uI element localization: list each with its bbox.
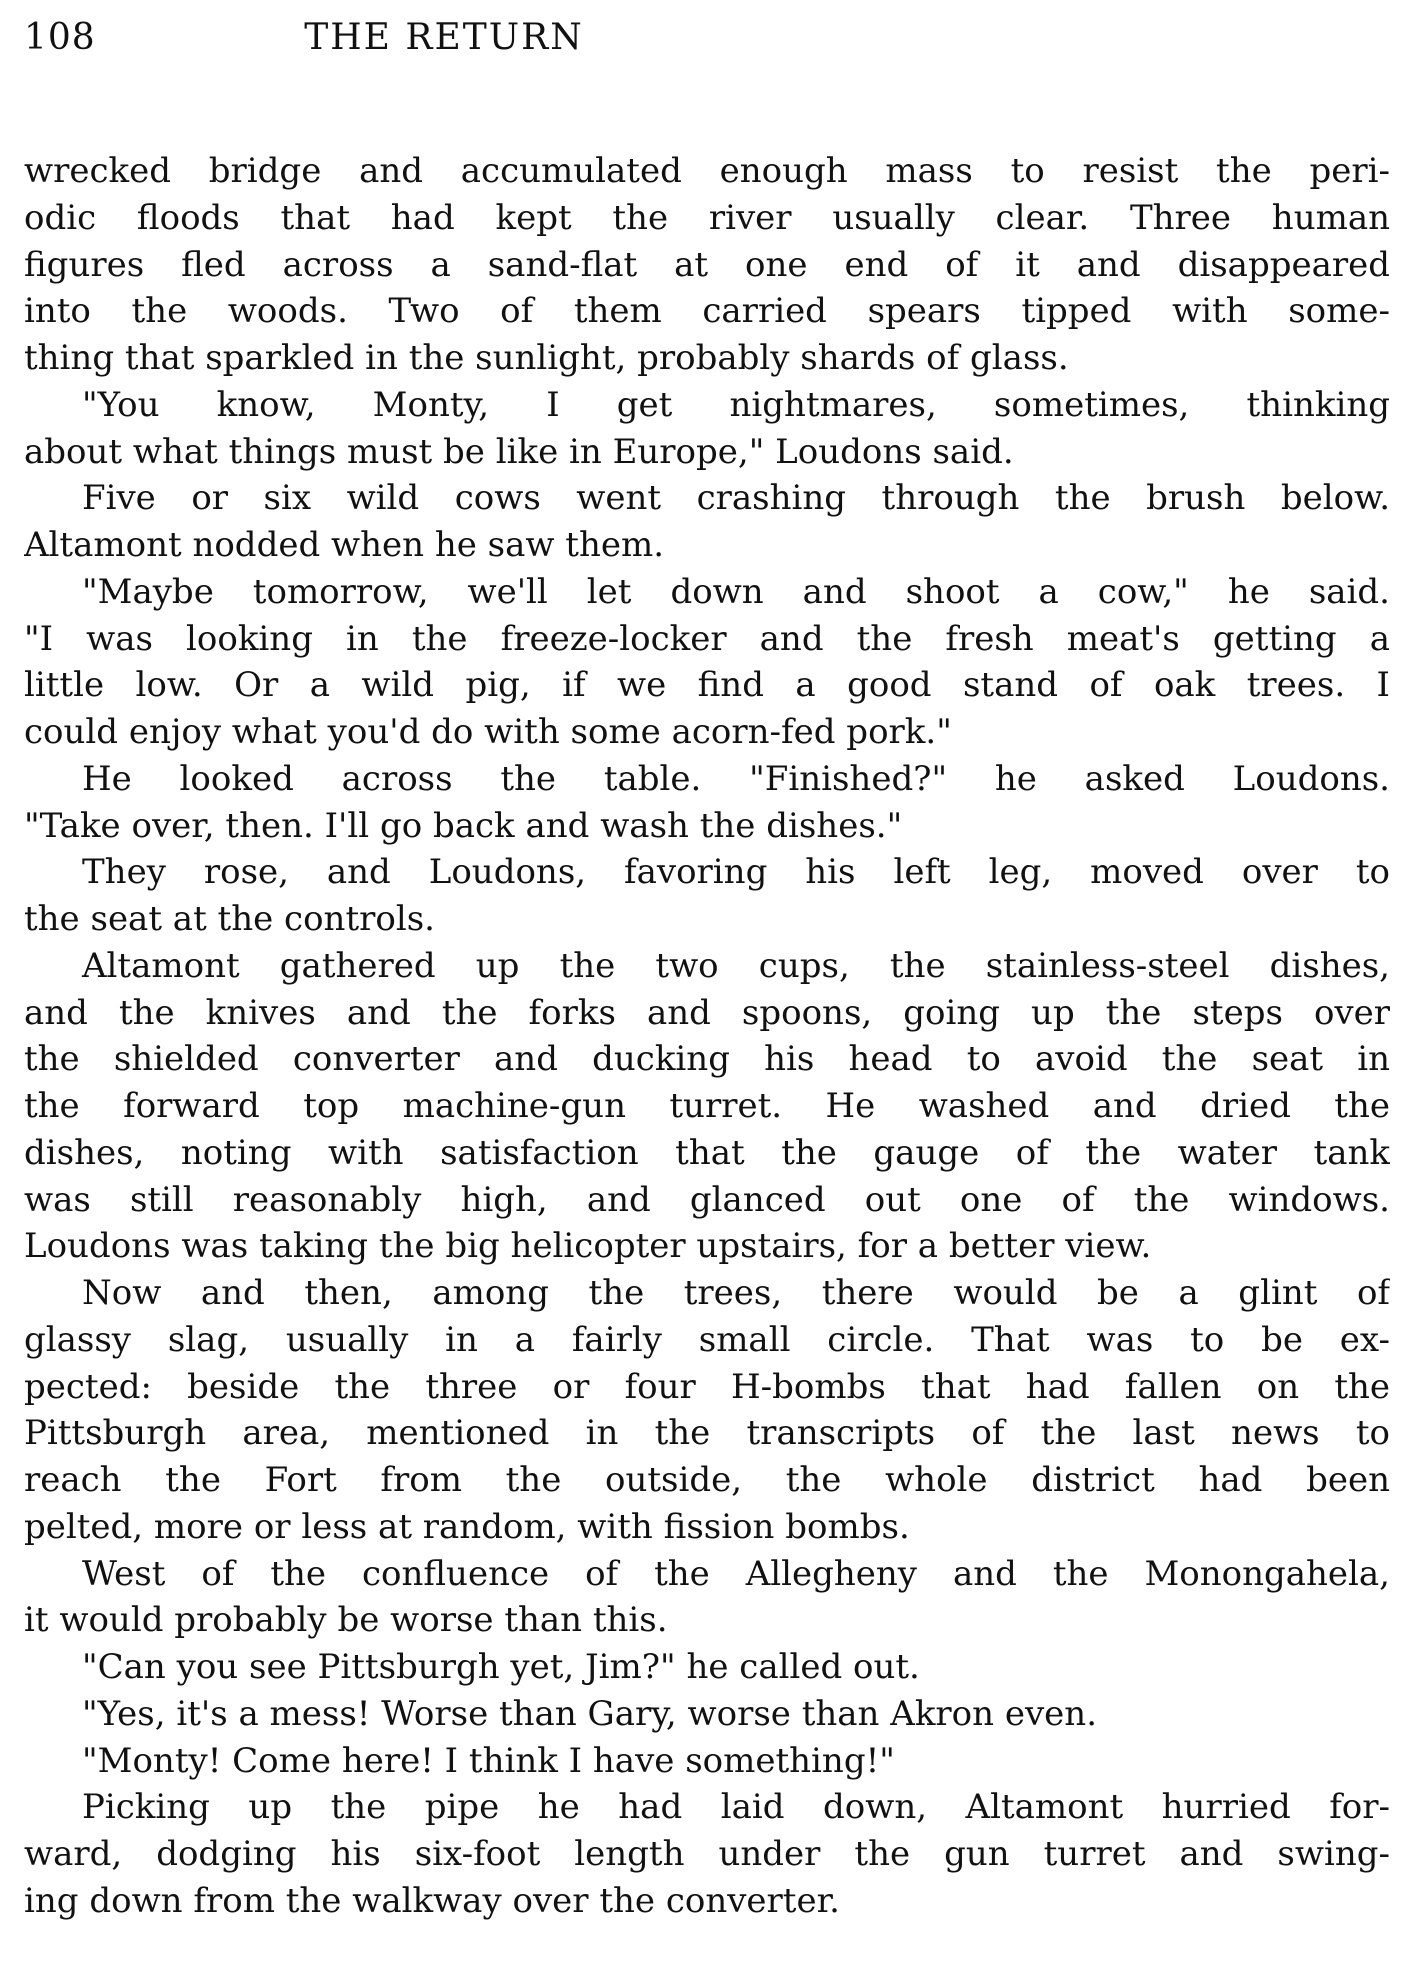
text-line: "You know, Monty, I get nightmares, sometimes, thinking xyxy=(82,384,1390,425)
text-line: Five or six wild cows went crashing through the brush below. xyxy=(82,478,1390,519)
text-line: Altamont nodded when he saw them. xyxy=(24,525,665,565)
text-line: "Yes, it's a mess! Worse than Gary, worse than Akron even. xyxy=(82,1693,1098,1734)
text-line: was still reasonably high, and glanced out one of the windows. xyxy=(24,1179,1390,1220)
text-line: They rose, and Loudons, favoring his left leg, moved over to xyxy=(82,852,1390,893)
text-line: the shielded converter and ducking his head to avoid the seat in xyxy=(24,1039,1390,1080)
body-text xyxy=(24,148,1390,1925)
text-line: "Maybe tomorrow, we'll let down and shoot a cow," he said. xyxy=(82,571,1390,612)
text-line: "Monty! Come here! I think I have something!" xyxy=(82,1740,895,1781)
text-line: Now and then, among the trees, there would be a glint of xyxy=(82,1273,1390,1313)
text-line: pelted, more or less at random, with fission bombs. xyxy=(24,1506,910,1547)
text-line: West of the confluence of the Allegheny and the Monongahela, xyxy=(82,1553,1390,1594)
text-line: "Can you see Pittsburgh yet, Jim?" he called out. xyxy=(82,1647,920,1687)
text-line: Pittsburgh area, mentioned in the transcripts of the last news to xyxy=(24,1413,1390,1454)
text-line: dishes, noting with satisfaction that the gauge of the water tank xyxy=(24,1132,1390,1173)
text-line: Altamont gathered up the two cups, the stainless-steel dishes, xyxy=(82,945,1390,986)
text-line: Loudons was taking the big helicopter upstairs, for a better view. xyxy=(24,1226,1152,1267)
page-number: 108 xyxy=(24,17,96,58)
text-line: "I was looking in the freeze-locker and the fresh meat's getting a xyxy=(24,618,1390,659)
text-line: could enjoy what you'd do with some acorn-fed pork." xyxy=(24,712,952,752)
text-line: He looked across the table. "Finished?" he asked Loudons. xyxy=(82,758,1390,799)
text-line: odic floods that had kept the river usually clear. Three human xyxy=(24,197,1390,238)
text-line: ward, dodging his six-foot length under the gun turret and swing- xyxy=(24,1834,1390,1874)
text-line: the seat at the controls. xyxy=(24,899,435,939)
text-line: reach the Fort from the outside, the whole district had been xyxy=(24,1460,1390,1500)
text-line: "Take over, then. I'll go back and wash the dishes." xyxy=(24,805,903,846)
text-line: about what things must be like in Europe," Loudons said. xyxy=(24,431,1014,472)
text-line: glassy slag, usually in a fairly small circle. That was to be ex- xyxy=(24,1319,1390,1360)
text-line: thing that sparkled in the sunlight, probably shards of glass. xyxy=(24,338,1069,378)
text-line: figures fled across a sand-flat at one end of it and disappeared xyxy=(24,244,1390,285)
text-line: little low. Or a wild pig, if we find a good stand of oak trees. I xyxy=(24,665,1390,706)
text-line: pected: beside the three or four H-bombs that had fallen on the xyxy=(24,1366,1390,1407)
text-line: into the woods. Two of them carried spears tipped with some- xyxy=(24,291,1390,332)
text-line: it would probably be worse than this. xyxy=(24,1600,668,1641)
text-line: Picking up the pipe he had laid down, Altamont hurried for- xyxy=(82,1787,1390,1828)
running-title: THE RETURN xyxy=(304,17,584,58)
text-line: ing down from the walkway over the converter. xyxy=(24,1880,840,1921)
text-line: the forward top machine-gun turret. He washed and dried the xyxy=(24,1086,1390,1126)
text-line: and the knives and the forks and spoons, going up the steps over xyxy=(24,992,1390,1033)
text-line: wrecked bridge and accumulated enough mass to resist the peri- xyxy=(24,151,1390,191)
running-head xyxy=(24,14,1390,74)
